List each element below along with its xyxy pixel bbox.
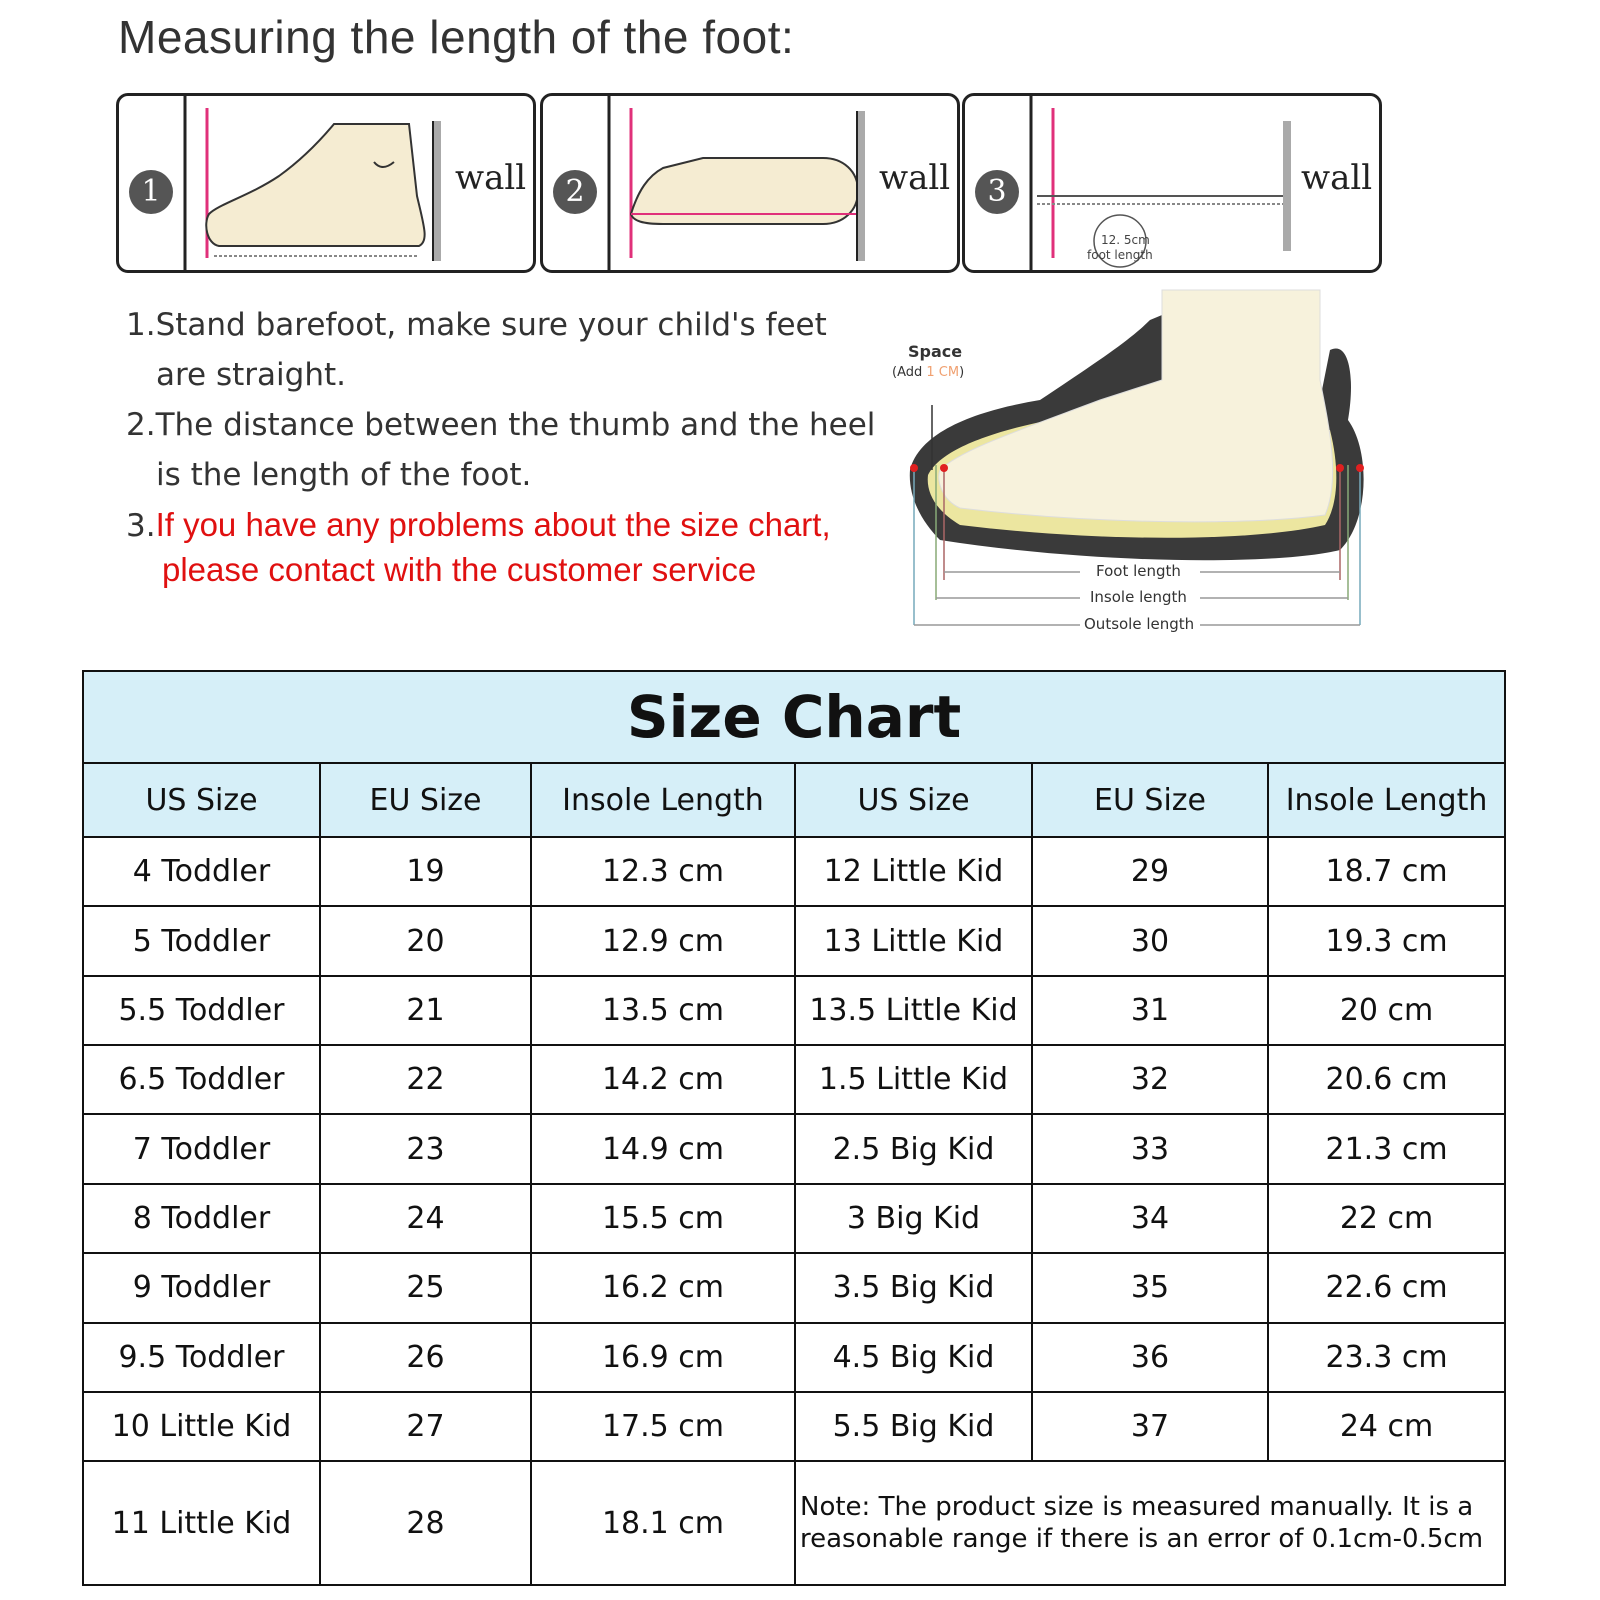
table-cell: 8 Toddler <box>83 1184 320 1253</box>
table-cell: 22.6 cm <box>1268 1253 1505 1322</box>
step-number-2: 2 <box>553 170 597 214</box>
table-cell: 24 cm <box>1268 1392 1505 1461</box>
table-cell: 2.5 Big Kid <box>795 1114 1032 1183</box>
table-cell: 12 Little Kid <box>795 837 1032 906</box>
header-us-size-1: US Size <box>83 763 320 837</box>
table-cell: 32 <box>1032 1045 1268 1114</box>
table-cell: 17.5 cm <box>531 1392 795 1461</box>
instruction-3-warning: If you have any problems about the size chart, <box>155 506 831 543</box>
instruction-1-cont: are straight. <box>156 357 346 393</box>
table-cell: 37 <box>1032 1392 1268 1461</box>
table-cell: 22 <box>320 1045 531 1114</box>
header-eu-size-2: EU Size <box>1032 763 1268 837</box>
outsole-length-label: Outsole length <box>1084 615 1195 633</box>
table-cell: 6.5 Toddler <box>83 1045 320 1114</box>
size-chart-header-row <box>83 763 1505 837</box>
size-chart-body <box>83 671 1505 1585</box>
table-cell: 1.5 Little Kid <box>795 1045 1032 1114</box>
table-cell: 18.7 cm <box>1268 837 1505 906</box>
table-cell: 21 <box>320 976 531 1045</box>
header-insole-length-2: Insole Length <box>1268 763 1505 837</box>
table-cell: 23 <box>320 1114 531 1183</box>
step-number-1: 1 <box>129 170 173 214</box>
table-cell: 19.3 cm <box>1268 906 1505 975</box>
table-row <box>83 1323 1505 1392</box>
size-chart-title-row <box>83 671 1505 763</box>
step-panel-3 <box>962 93 1382 273</box>
table-cell: 21.3 cm <box>1268 1114 1505 1183</box>
space-sub-label <box>892 365 964 380</box>
table-row <box>83 976 1505 1045</box>
instructions <box>126 300 906 590</box>
table-row <box>83 1114 1505 1183</box>
space-sub-suffix: ) <box>959 365 965 380</box>
table-cell: 16.9 cm <box>531 1323 795 1392</box>
table-cell: 29 <box>1032 837 1268 906</box>
table-cell: 12.9 cm <box>531 906 795 975</box>
table-row <box>83 906 1505 975</box>
table-cell: 16.2 cm <box>531 1253 795 1322</box>
table-cell: 20.6 cm <box>1268 1045 1505 1114</box>
table-cell: 7 Toddler <box>83 1114 320 1183</box>
table-cell: 35 <box>1032 1253 1268 1322</box>
table-cell: 9.5 Toddler <box>83 1323 320 1392</box>
table-row <box>83 1184 1505 1253</box>
table-cell: 3.5 Big Kid <box>795 1253 1032 1322</box>
size-chart-note <box>795 1461 1505 1585</box>
measure-value: 12. 5cm <box>1101 233 1150 247</box>
table-cell: 14.9 cm <box>531 1114 795 1183</box>
space-sub-value: 1 CM <box>926 365 960 380</box>
table-cell: 24 <box>320 1184 531 1253</box>
table-row <box>83 1253 1505 1322</box>
table-cell: 33 <box>1032 1114 1268 1183</box>
size-chart-title: Size Chart <box>83 671 1505 763</box>
table-cell: 27 <box>320 1392 531 1461</box>
table-cell: 4.5 Big Kid <box>795 1323 1032 1392</box>
table-cell: 13 Little Kid <box>795 906 1032 975</box>
table-cell: 22 cm <box>1268 1184 1505 1253</box>
table-cell: 5.5 Toddler <box>83 976 320 1045</box>
instruction-3 <box>126 500 906 550</box>
table-cell: 13.5 Little Kid <box>795 976 1032 1045</box>
table-cell: 13.5 cm <box>531 976 795 1045</box>
step-panel-2 <box>540 93 960 273</box>
header-us-size-2: US Size <box>795 763 1032 837</box>
step-panel-1 <box>116 93 536 273</box>
table-cell: 25 <box>320 1253 531 1322</box>
table-cell: 3 Big Kid <box>795 1184 1032 1253</box>
header-insole-length-1: Insole Length <box>531 763 795 837</box>
table-cell: 20 cm <box>1268 976 1505 1045</box>
space-label: Space <box>908 342 963 361</box>
step-number-3: 3 <box>975 170 1019 214</box>
table-row <box>83 837 1505 906</box>
table-cell: 4 Toddler <box>83 837 320 906</box>
table-row <box>83 1461 1505 1585</box>
page-heading: Measuring the length of the foot: <box>118 11 795 63</box>
table-cell: 9 Toddler <box>83 1253 320 1322</box>
table-cell: 23.3 cm <box>1268 1323 1505 1392</box>
table-cell: 28 <box>320 1461 531 1585</box>
note-line-2: reasonable range if there is an error of 0.1cm-0.5cm <box>800 1524 1484 1555</box>
wall-label-1: wall <box>455 158 527 198</box>
table-cell: 14.2 cm <box>531 1045 795 1114</box>
table-cell: 36 <box>1032 1323 1268 1392</box>
table-cell: 12.3 cm <box>531 837 795 906</box>
foot-length-label: Foot length <box>1096 562 1181 580</box>
insole-length-label: Insole length <box>1090 588 1187 606</box>
table-row <box>83 1392 1505 1461</box>
table-cell: 18.1 cm <box>531 1461 795 1585</box>
wall-label-2: wall <box>879 158 951 198</box>
header-eu-size-1: EU Size <box>320 763 531 837</box>
table-cell: 5.5 Big Kid <box>795 1392 1032 1461</box>
space-sub-prefix: (Add <box>892 365 927 380</box>
table-cell: 10 Little Kid <box>83 1392 320 1461</box>
measure-caption: foot length <box>1087 248 1153 262</box>
instruction-2-cont: is the length of the foot. <box>156 457 532 493</box>
table-cell: 26 <box>320 1323 531 1392</box>
wall-label-3: wall <box>1301 158 1373 198</box>
instruction-1: 1.Stand barefoot, make sure your child's feet <box>126 307 827 343</box>
table-cell: 31 <box>1032 976 1268 1045</box>
table-cell: 19 <box>320 837 531 906</box>
table-cell: 20 <box>320 906 531 975</box>
instruction-2: 2.The distance between the thumb and the heel <box>126 407 876 443</box>
table-cell: 34 <box>1032 1184 1268 1253</box>
table-cell: 30 <box>1032 906 1268 975</box>
size-chart-table <box>82 670 1506 1586</box>
table-cell: 15.5 cm <box>531 1184 795 1253</box>
table-cell: 5 Toddler <box>83 906 320 975</box>
shoe-diagram <box>892 280 1400 654</box>
instruction-3-warning-cont: please contact with the customer service <box>162 551 757 588</box>
instruction-3-number: 3. <box>126 508 156 544</box>
note-line-1: Note: The product size is measured manually. It is a <box>800 1492 1474 1523</box>
table-cell: 11 Little Kid <box>83 1461 320 1585</box>
table-row <box>83 1045 1505 1114</box>
